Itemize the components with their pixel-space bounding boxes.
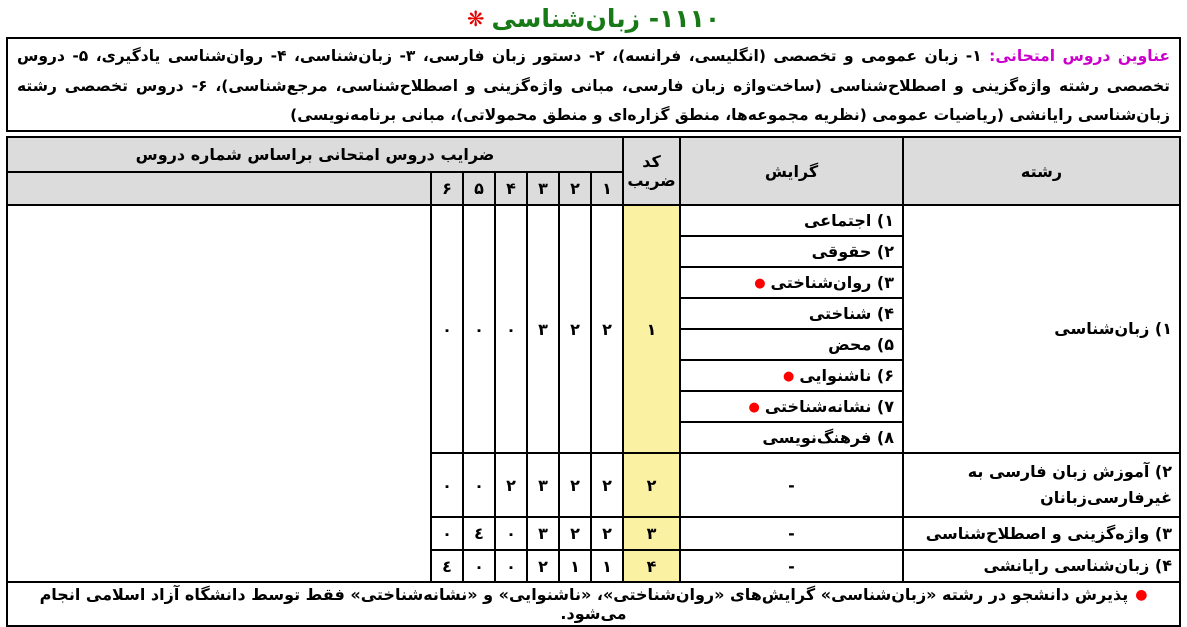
- orientation-4: [680, 298, 903, 329]
- orientation-5: [680, 329, 903, 360]
- coef-g4-c1: ۱: [591, 550, 623, 582]
- coef-g4-c4: ۰: [495, 550, 527, 582]
- code-value-4: ۴: [623, 550, 680, 582]
- coef-g3-c2: ۲: [559, 517, 591, 550]
- coef-g2-c5: ۰: [463, 453, 495, 517]
- coef-g1-c2: ۲: [559, 205, 591, 453]
- azad-only-dot-icon: ●: [783, 369, 795, 384]
- column-header-code-line1: کد: [642, 152, 661, 171]
- coef-g3-c1: ۲: [591, 517, 623, 550]
- code-value-3: ۳: [623, 517, 680, 550]
- orientation-8: [680, 422, 903, 453]
- code-value-2: ۲: [623, 453, 680, 517]
- orientation-1: [680, 205, 903, 236]
- orientation-dash: -: [680, 453, 903, 517]
- orientation-3: [680, 267, 903, 298]
- column-header-orientation: گرایش: [680, 137, 903, 205]
- exam-subjects-text: ۱- زبان عمومی و تخصصی (انگلیسی، فرانسه)، ۲- دستور زبان فارسی، ۳- زبان‌شناسی، ۴- روان‌شناسی یادگیری، ۵- دروس تخصصی رشته واژه‌گزینی و اصطلاح‌شناسی (ساخت‌واژه زبان فارسی، مبانی واژه‌گزینی و اصطلاح‌شناسی، مرجع‌شناسی)، ۶- دروس تخصصی رشته زبان‌شناسی رایانشی (ریاضیات عمومی (نظریه مجموعه‌ها، منطق گزاره‌ای و منطق محمولاتی)، مبانی برنامه‌نویسی): [17, 47, 1170, 124]
- header-empty-cell: [7, 172, 431, 205]
- orientation-label: ۱) اجتماعی: [803, 211, 894, 230]
- table-row: [7, 205, 1180, 236]
- orientation-label: ۵) محض: [828, 335, 894, 354]
- orientation-label: ۶) ناشنوایی: [799, 366, 894, 385]
- coef-g1-c1: ۲: [591, 205, 623, 453]
- orientation-label: ۲) حقوقی: [811, 242, 894, 261]
- footnote-cell: [7, 582, 1180, 626]
- code-value-1: ۱: [623, 205, 680, 453]
- coef-g1-c5: ۰: [463, 205, 495, 453]
- course-number-5: ۵: [463, 172, 495, 205]
- coef-g3-c6: ۰: [431, 517, 463, 550]
- coef-g3-c5: ٤: [463, 517, 495, 550]
- course-number-3: ۳: [527, 172, 559, 205]
- page-title-text: ۱۱۱۰- زبان‌شناسی: [491, 3, 721, 33]
- orientation-label: ۴) شناختی: [808, 304, 894, 323]
- azad-only-dot-icon: ●: [748, 400, 760, 415]
- coef-g1-c3: ۳: [527, 205, 559, 453]
- coefficients-table: [6, 136, 1181, 627]
- orientation-label: ۳) روان‌شناختی: [770, 273, 894, 292]
- coef-g1-c4: ۰: [495, 205, 527, 453]
- field-name-3: ۳) واژه‌گزینی و اصطلاح‌شناسی: [903, 517, 1180, 550]
- column-header-field: رشته: [903, 137, 1180, 205]
- page-title: [0, 0, 1187, 36]
- orientation-2: [680, 236, 903, 267]
- orientation-label: ۸) فرهنگ‌نویسی: [762, 428, 894, 447]
- orientation-dash: -: [680, 517, 903, 550]
- course-number-2: ۲: [559, 172, 591, 205]
- exam-subjects-label: عناوین دروس امتحانی:: [989, 47, 1170, 65]
- header-row-1: [7, 137, 1180, 172]
- column-header-code: [623, 137, 680, 205]
- field-name-2: ۲) آموزش زبان فارسی به غیرفارسی‌زبانان: [903, 453, 1180, 517]
- coef-g3-c3: ۳: [527, 517, 559, 550]
- field-name-4: ۴) زبان‌شناسی رایانشی: [903, 550, 1180, 582]
- azad-only-dot-icon: ●: [1135, 587, 1148, 603]
- exam-subjects-paragraph: [6, 37, 1181, 132]
- orientation-6: [680, 360, 903, 391]
- coef-g4-c2: ۱: [559, 550, 591, 582]
- coef-g4-c6: ٤: [431, 550, 463, 582]
- flower-asterisk-icon: ❋: [466, 7, 485, 31]
- coef-g3-c4: ۰: [495, 517, 527, 550]
- orientation-7: [680, 391, 903, 422]
- column-header-code-line2: ضریب: [627, 171, 676, 190]
- coef-g4-c3: ۲: [527, 550, 559, 582]
- footnote-text: پذیرش دانشجو در رشته «زبان‌شناسی» گرایش‌های «روان‌شناختی»، «ناشنوایی» و «نشانه‌شناختی» فقط توسط دانشگاه آزاد اسلامی انجام می‌شود.: [39, 585, 1129, 623]
- course-number-4: ۴: [495, 172, 527, 205]
- coef-g2-c2: ۲: [559, 453, 591, 517]
- coef-g4-c5: ۰: [463, 550, 495, 582]
- empty-spacer-cell: [7, 205, 431, 582]
- coef-g2-c4: ۲: [495, 453, 527, 517]
- azad-only-dot-icon: ●: [754, 276, 766, 291]
- field-name-1: ۱) زبان‌شناسی: [903, 205, 1180, 453]
- coef-g1-c6: ۰: [431, 205, 463, 453]
- course-number-6: ۶: [431, 172, 463, 205]
- column-header-coefficients-title: ضرایب دروس امتحانی براساس شماره دروس: [7, 137, 623, 172]
- footnote-row: [7, 582, 1180, 626]
- coef-g2-c3: ۳: [527, 453, 559, 517]
- orientation-dash: -: [680, 550, 903, 582]
- coef-g2-c6: ۰: [431, 453, 463, 517]
- orientation-label: ۷) نشانه‌شناختی: [764, 397, 894, 416]
- coef-g2-c1: ۲: [591, 453, 623, 517]
- course-number-1: ۱: [591, 172, 623, 205]
